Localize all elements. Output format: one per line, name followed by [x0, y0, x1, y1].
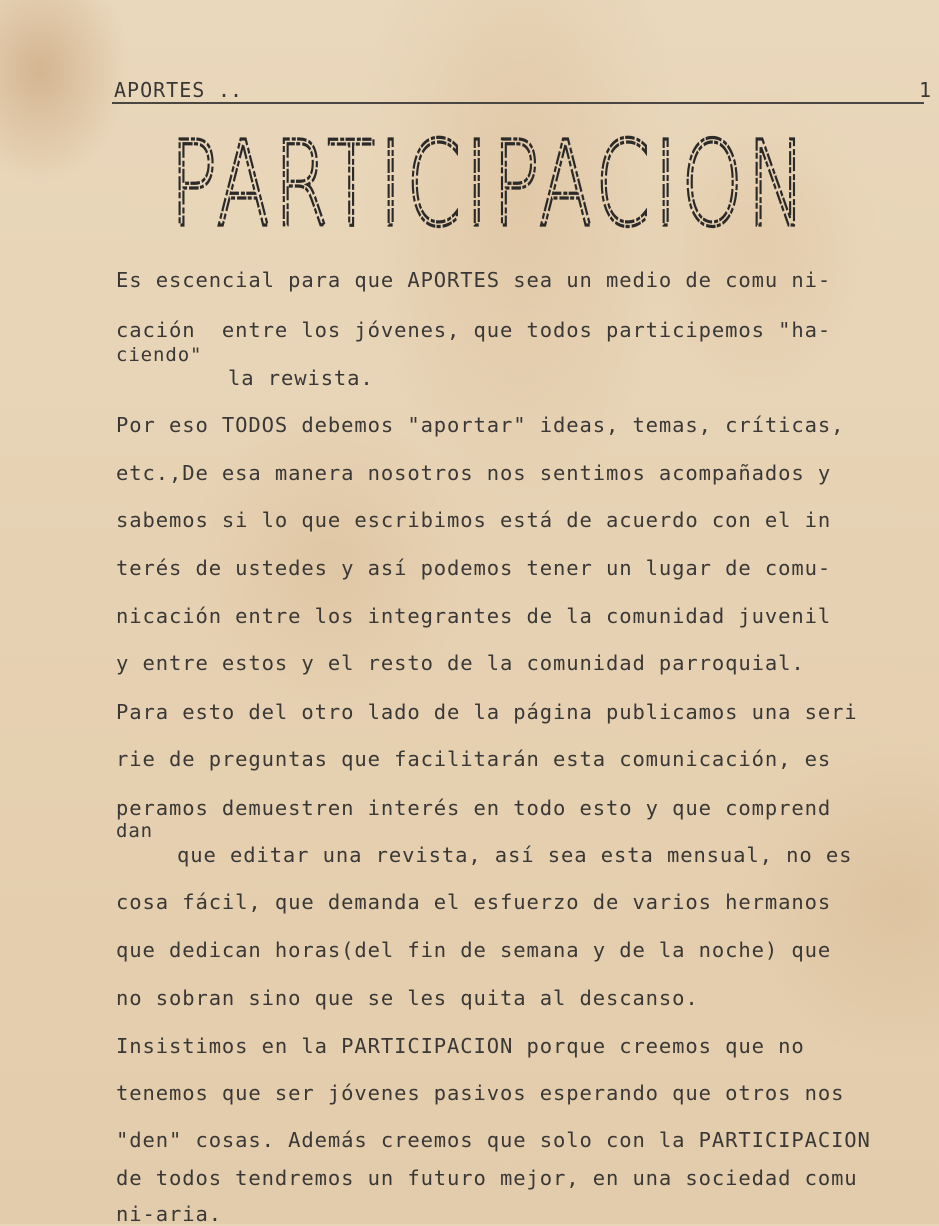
body-line: sabemos si lo que escribimos está de acuerdo con el in	[116, 508, 832, 532]
body-line: Para esto del otro lado de la página publicamos una seri	[116, 700, 858, 724]
body-line: "den" cosas. Además creemos que solo con la PARTICIPACION	[116, 1128, 871, 1152]
body-line: cación entre los jóvenes, que todos participemos "ha-	[116, 318, 832, 342]
body-line: cosa fácil, que demanda el esfuerzo de varios hermanos	[116, 890, 832, 914]
body-line: rie de preguntas que facilitarán esta comunicación, es	[116, 747, 832, 771]
body-line: de todos tendremos un futuro mejor, en una sociedad comu	[116, 1166, 858, 1190]
body-line: dan	[116, 820, 154, 842]
body-line: Insistimos en la PARTICIPACION porque creemos que no	[116, 1034, 805, 1058]
body-line: que editar una revista, así sea esta mensual, no es	[177, 843, 853, 867]
body-line: etc.,De esa manera nosotros nos sentimos acompañados y	[116, 461, 832, 485]
body-line: tenemos que ser jóvenes pasivos esperando que otros nos	[116, 1081, 845, 1105]
body-line: peramos demuestren interés en todo esto y que comprend	[116, 796, 832, 820]
body-line: ciendo"	[116, 344, 203, 366]
body-line: ni-aria.	[116, 1202, 222, 1226]
title-text: PARTICIPACION	[170, 125, 810, 245]
header-dots: ..	[218, 78, 243, 102]
body-line: Por eso TODOS debemos "aportar" ideas, temas, críticas,	[116, 413, 845, 437]
body-line: nicación entre los integrantes de la comunidad juvenil	[116, 604, 832, 628]
body-line: que dedican horas(del fin de semana y de la noche) que	[116, 938, 832, 962]
page-title	[170, 125, 820, 245]
body-line: Es escencial para que APORTES sea un medio de comu ni-	[116, 268, 832, 292]
publication-header: APORTES	[114, 78, 206, 102]
body-line: y entre estos y el resto de la comunidad parroquial.	[116, 651, 805, 675]
header-rule	[112, 102, 924, 104]
page-number: 1	[919, 78, 932, 102]
body-line: terés de ustedes y así podemos tener un lugar de comu-	[116, 556, 832, 580]
body-line: la rewista.	[228, 366, 374, 390]
body-line: no sobran sino que se les quita al descanso.	[116, 986, 699, 1010]
